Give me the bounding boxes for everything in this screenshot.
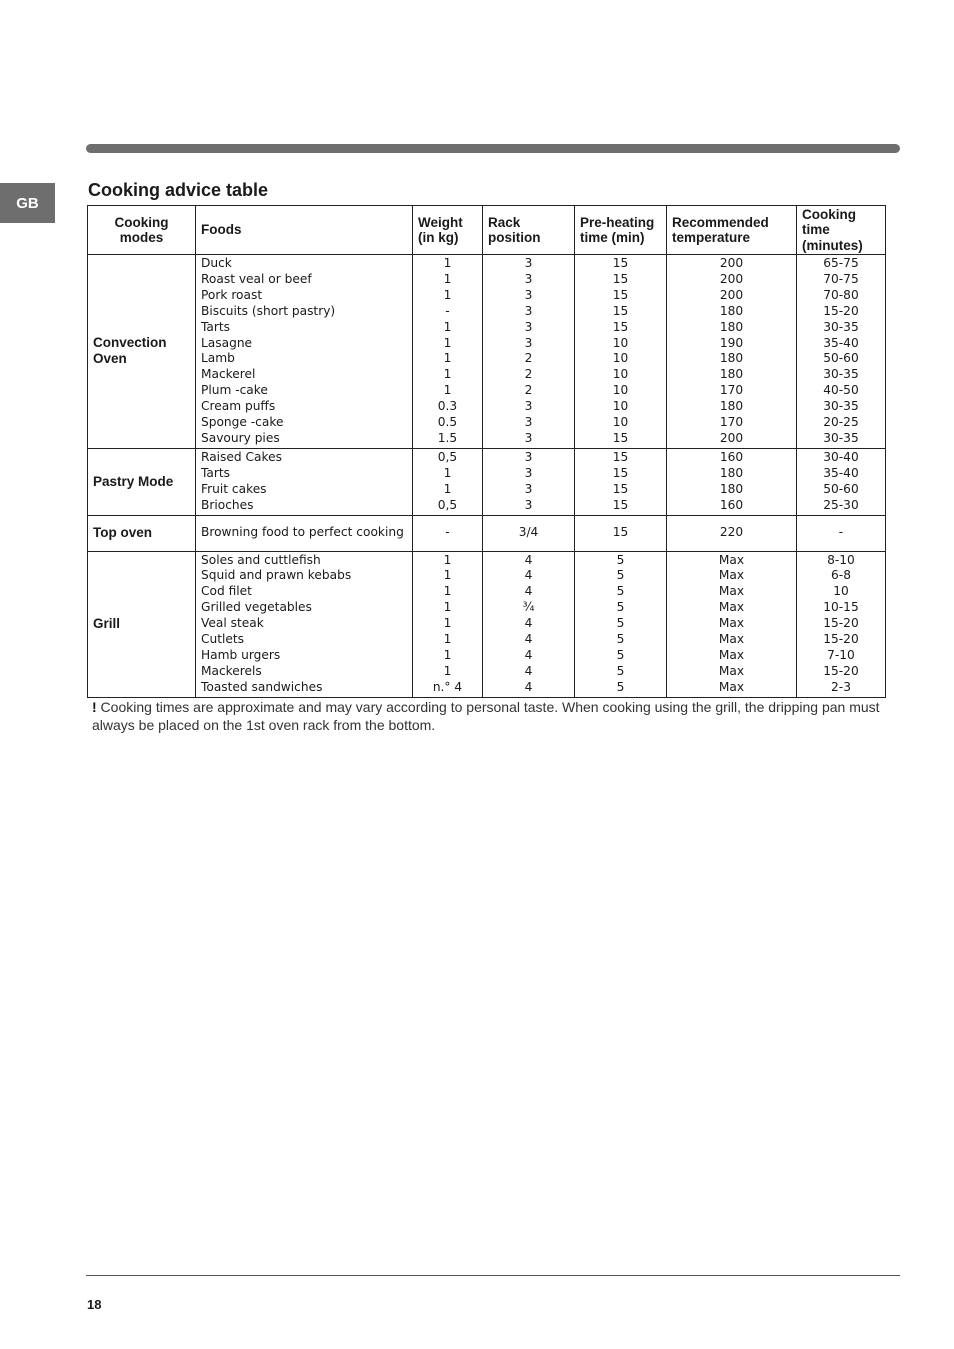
cooking-mode-label: Top oven <box>93 525 152 540</box>
cell-line: 15 <box>612 256 629 270</box>
cell-line: 70-80 <box>823 287 859 302</box>
cell-line: 3 <box>524 287 533 302</box>
weight-cell <box>413 448 483 515</box>
cell-line: 170 <box>719 415 744 430</box>
cell-line: 200 <box>719 256 744 270</box>
cell-line: Veal steak <box>201 616 264 631</box>
cell-line: 4 <box>524 679 533 694</box>
rack-position-cell <box>483 448 575 515</box>
cell-line: Max <box>718 663 745 678</box>
cell-line: 1 <box>443 256 452 270</box>
cell-line: 190 <box>719 335 744 350</box>
cooking-mode-cell <box>88 515 196 551</box>
cell-line: 1 <box>443 271 452 286</box>
header-foods: Foods <box>196 206 413 255</box>
cell-line: 5 <box>616 568 625 583</box>
cell-line: Hamb urgers <box>201 647 281 662</box>
cell-line: Cod filet <box>201 584 252 599</box>
cell-line: 180 <box>719 399 744 414</box>
cell-line: 15 <box>612 481 629 496</box>
cooking-time-cell <box>797 515 886 551</box>
cell-line: 1 <box>443 584 452 599</box>
cell-line: Biscuits (short pastry) <box>201 303 336 318</box>
cell-line: 6-8 <box>831 568 851 583</box>
cell-line: 50-60 <box>823 351 859 366</box>
cell-line: Raised Cakes <box>201 449 282 464</box>
cell-line: 7-10 <box>827 647 855 662</box>
cell-line: 3 <box>524 271 533 286</box>
preheating-cell <box>575 255 667 449</box>
cell-line: Max <box>718 600 745 615</box>
cell-line: 1 <box>443 335 452 350</box>
cell-line: 10 <box>612 351 629 366</box>
cooking-note <box>92 698 882 734</box>
cell-line: 0.5 <box>437 415 458 430</box>
cell-line: 180 <box>719 465 744 480</box>
rack-position-cell <box>483 515 575 551</box>
cell-line: 4 <box>524 616 533 631</box>
header-recommended-temperature: Recommended temperature <box>667 206 797 255</box>
cell-line: 1 <box>443 616 452 631</box>
cell-line: 1 <box>443 647 452 662</box>
cell-line: 5 <box>616 632 625 647</box>
cell-line: 5 <box>616 584 625 599</box>
cell-line: 15-20 <box>823 303 859 318</box>
temperature-cell <box>667 515 797 551</box>
cell-line: n.° 4 <box>432 679 463 694</box>
cell-line: 1 <box>443 552 452 567</box>
cooking-advice-table <box>87 205 886 698</box>
page-number: 18 <box>87 1297 102 1312</box>
weight-cell <box>413 515 483 551</box>
page-title: Cooking advice table <box>88 180 269 200</box>
cell-line: 1 <box>443 600 452 615</box>
cell-line: 4 <box>524 552 533 567</box>
cell-line: Plum -cake <box>201 383 268 398</box>
cell-line: 0.3 <box>437 399 458 414</box>
cell-line: 220 <box>719 525 744 540</box>
foods-cell <box>196 448 413 515</box>
cell-line: Max <box>718 616 745 631</box>
cell-line: 180 <box>719 351 744 366</box>
cell-line: Lasagne <box>201 335 253 350</box>
table-row <box>88 551 886 697</box>
cell-line: 160 <box>719 497 744 512</box>
cell-line: Soles and cuttlefish <box>201 552 321 567</box>
cell-line: 4 <box>524 584 533 599</box>
header-preheating-time: Pre-heating time (min) <box>575 206 667 255</box>
cell-line: 10 <box>612 415 629 430</box>
cooking-mode-cell <box>88 255 196 449</box>
cell-line: Pork roast <box>201 287 263 302</box>
cell-line: 35-40 <box>823 465 859 480</box>
rack-position-cell <box>483 551 575 697</box>
cell-line: Browning food to perfect cooking <box>201 525 404 540</box>
cell-line: 0,5 <box>437 497 458 512</box>
cell-line: 15 <box>612 497 629 512</box>
cooking-mode-label: Pastry Mode <box>93 473 174 489</box>
cell-line: 4 <box>524 632 533 647</box>
top-divider-bar <box>86 144 900 153</box>
preheating-cell <box>575 551 667 697</box>
header-cooking-time: Cooking time (minutes) <box>797 206 886 255</box>
cell-line: 35-40 <box>823 335 859 350</box>
weight-cell <box>413 551 483 697</box>
weight-cell <box>413 255 483 449</box>
cell-line: 30-40 <box>823 449 859 464</box>
cell-line: 5 <box>616 647 625 662</box>
cell-line: Toasted sandwiches <box>201 679 323 694</box>
cell-line: 5 <box>616 552 625 567</box>
cell-line: 2 <box>524 383 533 398</box>
cell-line: 5 <box>616 679 625 694</box>
cell-line: 15 <box>612 271 629 286</box>
cell-line: - <box>445 525 450 540</box>
cell-line: 65-75 <box>823 256 859 270</box>
cell-line: 180 <box>719 303 744 318</box>
cell-line: Tarts <box>201 319 231 334</box>
cell-line: 10 <box>833 584 849 599</box>
cell-line: Cutlets <box>201 632 245 647</box>
cell-line: 3 <box>524 415 533 430</box>
cell-line: 3 <box>524 256 533 270</box>
cell-line: 15 <box>612 287 629 302</box>
cell-line: 10 <box>612 399 629 414</box>
header-row <box>88 206 886 255</box>
cell-line: 4 <box>524 647 533 662</box>
temperature-cell <box>667 255 797 449</box>
cell-line: Mackerels <box>201 663 262 678</box>
cell-line: Mackerel <box>201 367 256 382</box>
cell-line: 4 <box>524 568 533 583</box>
cell-line: 15-20 <box>823 663 859 678</box>
cell-line: 15 <box>612 449 629 464</box>
cell-line: 4 <box>524 663 533 678</box>
cell-line: 30-35 <box>823 367 859 382</box>
cell-line: 3 <box>524 465 533 480</box>
cell-line: 170 <box>719 383 744 398</box>
cell-line: Max <box>718 584 745 599</box>
cell-line: 1 <box>443 351 452 366</box>
cell-line: 30-35 <box>823 399 859 414</box>
footer-divider <box>86 1275 900 1276</box>
cell-line: 1 <box>443 287 452 302</box>
cell-line: 200 <box>719 271 744 286</box>
note-text: Cooking times are approximate and may vary according to personal taste. When cooking using the grill, the dripping pan must always be placed on the 1st oven rack from the bottom. <box>92 699 880 733</box>
cooking-mode-cell <box>88 448 196 515</box>
cell-line: 160 <box>719 449 744 464</box>
cell-line: 3 <box>524 399 533 414</box>
cell-line: Grilled vegetables <box>201 600 312 615</box>
cooking-mode-label: Grill <box>93 616 121 632</box>
cell-line: 3 <box>524 303 533 318</box>
warning-mark: ! <box>92 699 97 715</box>
cell-line: ¾ <box>522 600 535 615</box>
foods-cell <box>196 255 413 449</box>
table-row <box>88 515 886 551</box>
cell-line: Max <box>718 647 745 662</box>
preheating-cell <box>575 448 667 515</box>
cell-line: 15-20 <box>823 616 859 631</box>
cell-line: 5 <box>616 663 625 678</box>
cooking-time-cell <box>797 448 886 515</box>
cell-line: 180 <box>719 481 744 496</box>
cell-line: 25-30 <box>823 497 859 512</box>
cell-line: 200 <box>719 287 744 302</box>
cell-line: 10 <box>612 367 629 382</box>
cell-line: 70-75 <box>823 271 859 286</box>
cell-line: 30-35 <box>823 319 859 334</box>
cell-line: 2 <box>524 367 533 382</box>
cell-line: 20-25 <box>823 415 859 430</box>
cell-line: Max <box>718 552 745 567</box>
foods-cell <box>196 551 413 697</box>
cooking-time-cell <box>797 551 886 697</box>
cell-line: Sponge -cake <box>201 415 284 430</box>
language-tab: GB <box>0 183 55 223</box>
cell-line: Max <box>718 568 745 583</box>
cooking-mode-cell <box>88 551 196 697</box>
cooking-mode-label: Convection <box>93 335 167 351</box>
cell-line: 3/4 <box>518 525 539 540</box>
header-weight: Weight (in kg) <box>413 206 483 255</box>
cell-line: 15-20 <box>823 632 859 647</box>
cell-line: 1 <box>443 465 452 480</box>
cell-line: Max <box>718 679 745 694</box>
cell-line: 3 <box>524 430 533 445</box>
cell-line: 2 <box>524 351 533 366</box>
cell-line: Savoury pies <box>201 430 280 445</box>
cell-line: Squid and prawn kebabs <box>201 568 352 583</box>
cell-line: 1 <box>443 481 452 496</box>
cell-line: 15 <box>612 319 629 334</box>
cell-line: 5 <box>616 616 625 631</box>
cell-line: 1 <box>443 383 452 398</box>
table-row <box>88 448 886 515</box>
cell-line: 10-15 <box>823 600 859 615</box>
cell-line: - <box>838 525 844 540</box>
cell-line: 50-60 <box>823 481 859 496</box>
cell-line: 180 <box>719 319 744 334</box>
cell-line: 10 <box>612 383 629 398</box>
cell-line: 1 <box>443 632 452 647</box>
cell-line: 15 <box>612 430 629 445</box>
cell-line: 3 <box>524 335 533 350</box>
cell-line: 3 <box>524 319 533 334</box>
cell-line: 8-10 <box>827 552 855 567</box>
header-cooking-modes: Cooking modes <box>88 206 196 255</box>
cell-line: - <box>445 303 450 318</box>
cell-line: 40-50 <box>823 383 859 398</box>
cell-line: 10 <box>612 335 629 350</box>
table-row <box>88 255 886 449</box>
cell-line: 180 <box>719 367 744 382</box>
cell-line: 200 <box>719 430 744 445</box>
cell-line: Brioches <box>201 497 254 512</box>
header-rack-position: Rack position <box>483 206 575 255</box>
cell-line: 1 <box>443 367 452 382</box>
cooking-time-cell <box>797 255 886 449</box>
cooking-mode-label: Oven <box>93 351 127 367</box>
cell-line: Fruit cakes <box>201 481 267 496</box>
cell-line: 0,5 <box>437 449 458 464</box>
cell-line: 15 <box>612 465 629 480</box>
preheating-cell <box>575 515 667 551</box>
rack-position-cell <box>483 255 575 449</box>
cell-line: 15 <box>612 303 629 318</box>
foods-cell <box>196 515 413 551</box>
cell-line: 2-3 <box>831 679 851 694</box>
cell-line: 1 <box>443 568 452 583</box>
cell-line: 15 <box>612 525 629 540</box>
cell-line: Tarts <box>201 465 231 480</box>
cell-line: 3 <box>524 497 533 512</box>
cell-line: Lamb <box>201 351 235 366</box>
cell-line: 1 <box>443 319 452 334</box>
temperature-cell <box>667 448 797 515</box>
cell-line: Roast veal or beef <box>201 271 312 286</box>
cell-line: 30-35 <box>823 430 859 445</box>
cell-line: 3 <box>524 449 533 464</box>
cell-line: Max <box>718 632 745 647</box>
temperature-cell <box>667 551 797 697</box>
cell-line: Duck <box>201 256 232 270</box>
cell-line: 1.5 <box>437 430 458 445</box>
cell-line: 5 <box>616 600 625 615</box>
cell-line: 1 <box>443 663 452 678</box>
cell-line: Cream puffs <box>201 399 276 414</box>
cell-line: 3 <box>524 481 533 496</box>
